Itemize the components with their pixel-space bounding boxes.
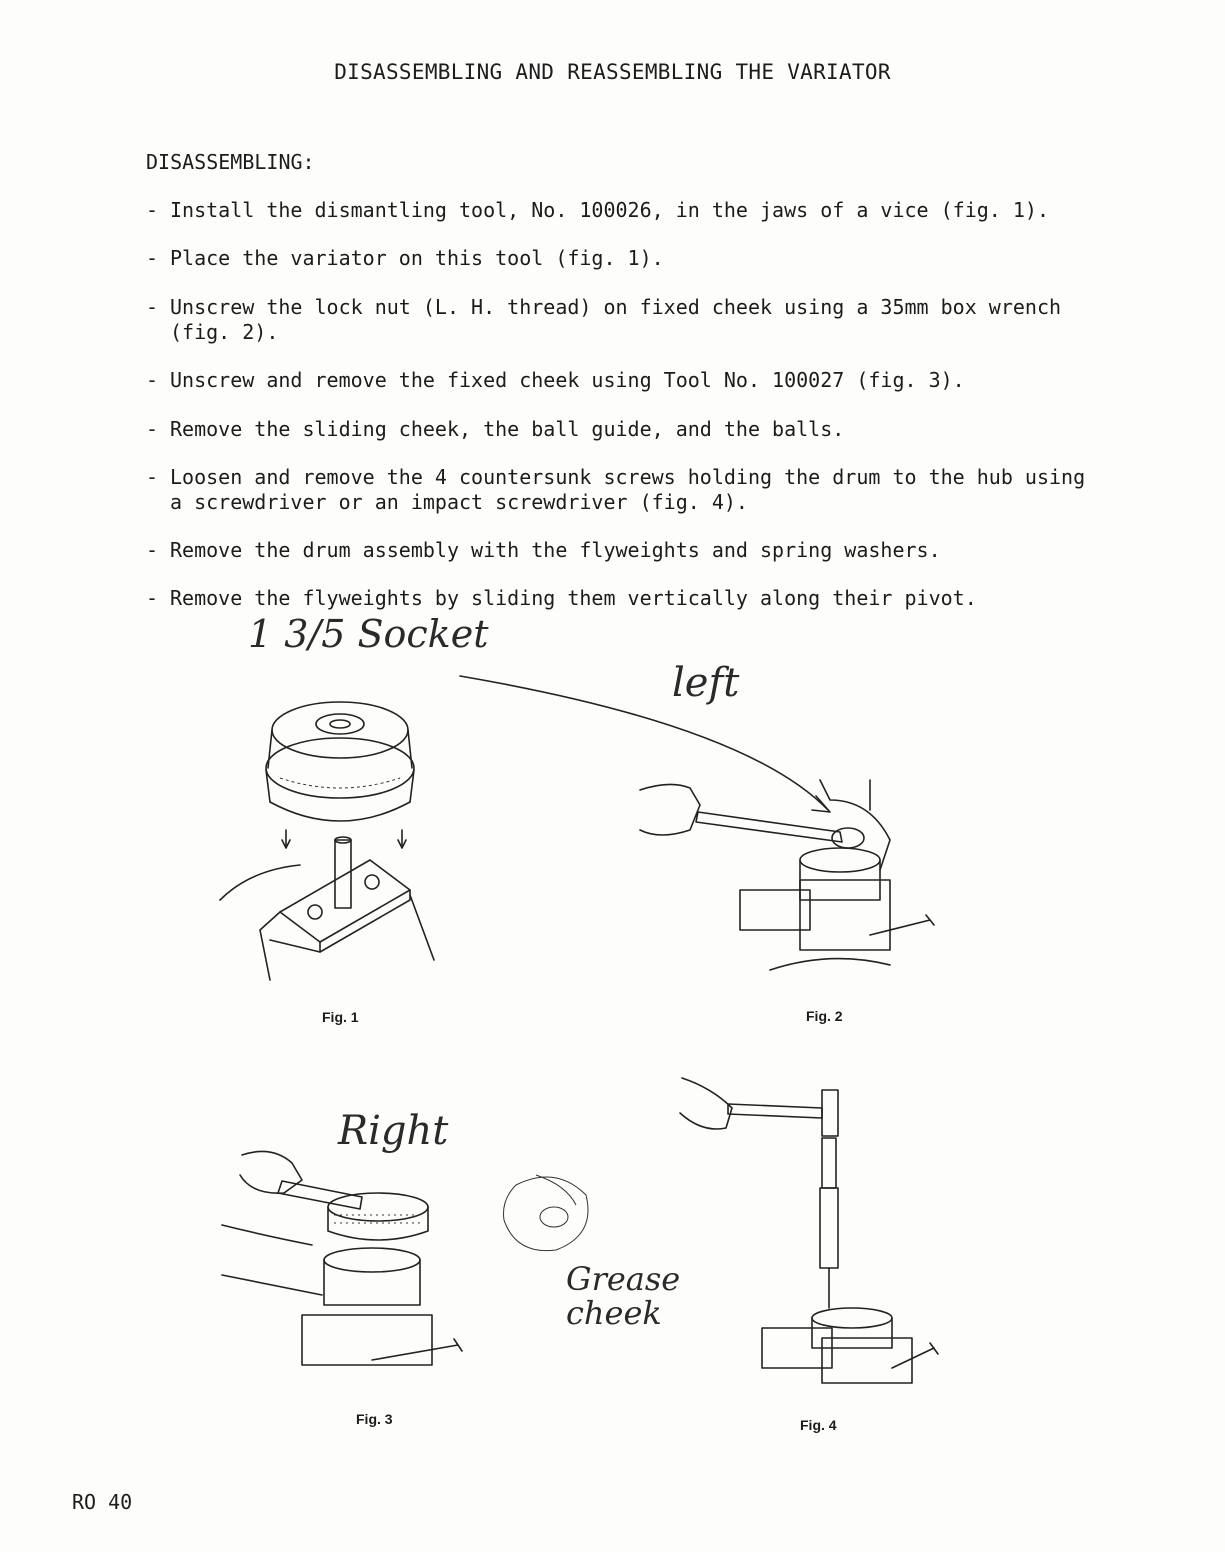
step-text: Remove the drum assembly with the flyweights and spring washers. xyxy=(170,538,941,562)
figure-3-illustration xyxy=(222,1135,472,1390)
step-bullet: - xyxy=(146,586,159,610)
step-text: Loosen and remove the 4 countersunk screws holding the drum to the hub using a screwdriver or an impact screwdriver (fig. 4). xyxy=(170,465,1086,514)
step-text: Unscrew and remove the fixed cheek using Tool No. 100027 (fig. 3). xyxy=(170,368,965,392)
page-footer: RO 40 xyxy=(72,1490,133,1514)
cheek-sketch xyxy=(496,1165,606,1265)
step-text: Remove the sliding cheek, the ball guide, and the balls. xyxy=(170,417,845,441)
handwritten-grease-note: Grease cheek xyxy=(566,1260,681,1332)
step-text: Remove the flyweights by sliding them vertically along their pivot. xyxy=(170,586,977,610)
figure-3-caption: Fig. 3 xyxy=(356,1411,393,1427)
step-text: Place the variator on this tool (fig. 1). xyxy=(170,246,664,270)
figure-4-caption: Fig. 4 xyxy=(800,1417,837,1433)
figure-1-caption: Fig. 1 xyxy=(322,1009,359,1025)
handwritten-right-note: Right xyxy=(338,1108,449,1154)
step-bullet: - xyxy=(146,295,159,319)
section-heading: DISASSEMBLING: xyxy=(146,150,315,174)
step-bullet: - xyxy=(146,246,159,270)
handwritten-left-note: left xyxy=(672,660,740,706)
step-bullet: - xyxy=(146,198,159,222)
step-text: Install the dismantling tool, No. 100026, in the jaws of a vice (fig. 1). xyxy=(170,198,1049,222)
figure-1-illustration xyxy=(210,690,450,990)
figure-2-illustration xyxy=(630,760,950,980)
step-bullet: - xyxy=(146,417,159,441)
page-title: DISASSEMBLING AND REASSEMBLING THE VARIATOR xyxy=(334,60,891,84)
step-text: Unscrew the lock nut (L. H. thread) on fixed cheek using a 35mm box wrench (fig. 2). xyxy=(170,295,1062,344)
step-bullet: - xyxy=(146,538,159,562)
step-bullet: - xyxy=(146,368,159,392)
step-bullet: - xyxy=(146,465,159,489)
handwritten-socket-note: 1 3/5 Socket xyxy=(248,612,489,656)
figure-4-illustration xyxy=(672,1068,942,1393)
figure-2-caption: Fig. 2 xyxy=(806,1008,843,1024)
